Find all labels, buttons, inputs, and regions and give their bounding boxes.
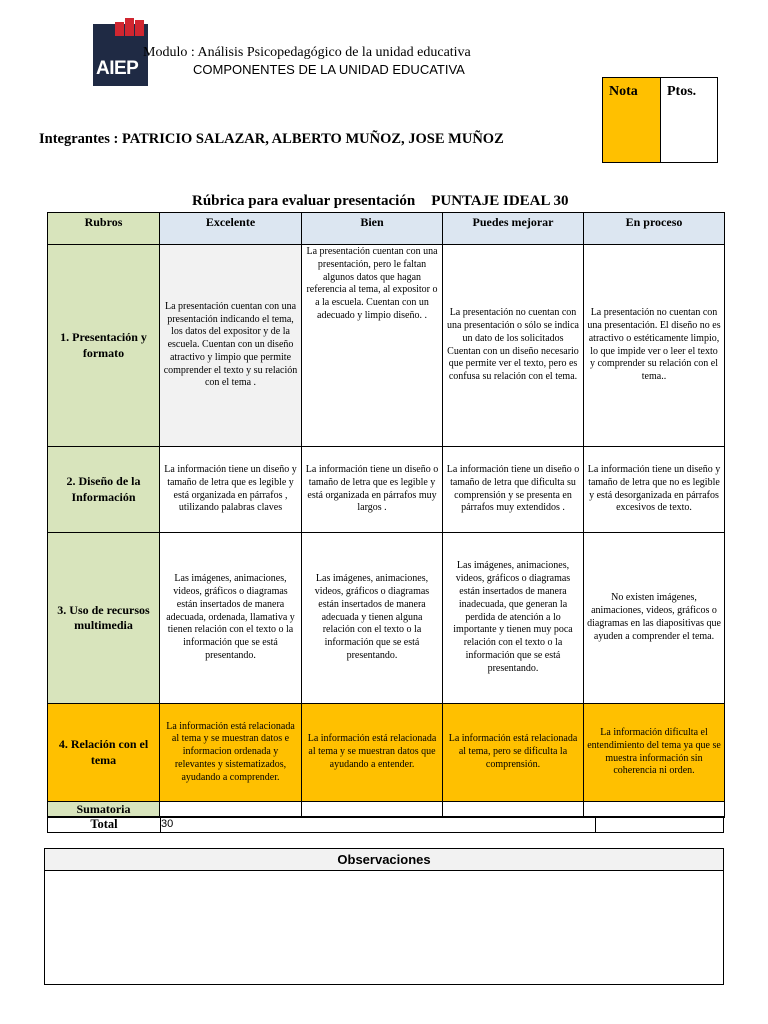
col-header-bien: Bien (302, 213, 443, 245)
document-subtitle: COMPONENTES DE LA UNIDAD EDUCATIVA (193, 62, 465, 77)
table-cell: La información dificulta el entendimiento del tema ya que se muestra información sin coherencia ni orden. (584, 704, 725, 802)
logo-text: AIEP (96, 58, 139, 79)
aiep-logo (93, 24, 148, 86)
total-divider (595, 817, 596, 832)
table-cell: La información tiene un diseño o tamaño de letra que es legible y está organizada en párrafos muy largos . (302, 447, 443, 533)
ptos-cell: Ptos. (667, 84, 697, 99)
total-value: 30 (161, 818, 174, 830)
rubric-title-text: Rúbrica para evaluar presentación (192, 193, 416, 209)
members-line: Integrantes : PATRICIO SALAZAR, ALBERTO MUÑOZ, JOSE MUÑOZ (39, 131, 504, 147)
row-label: 3. Uso de recursos multimedia (48, 533, 160, 704)
row-label: 4. Relación con el tema (48, 704, 160, 802)
table-cell: La información tiene un diseño o tamaño de letra que dificulta su comprensión y se presenta en párrafos muy extendidos . (443, 447, 584, 533)
table-cell: Las imágenes, animaciones, videos, gráficos o diagramas están insertados de manera adecuada, ordenada, llamativa y tienen relación con el texto o la información que se está presentando. (160, 533, 302, 704)
table-cell: La información está relacionada al tema y se muestran datos que ayudando a entender. (302, 704, 443, 802)
rubric-table (47, 212, 725, 818)
total-row (47, 816, 724, 833)
col-header-puedes-mejorar: Puedes mejorar (443, 213, 584, 245)
table-row (48, 447, 725, 533)
table-cell: La presentación no cuentan con una presentación o sólo se indica un dato de los solicitados Cuentan con un diseño necesario que permite ver el texto, pero es confusa su relación con el tema. (443, 245, 584, 447)
row-label: 1. Presentación y formato (48, 245, 160, 447)
table-cell: La información tiene un diseño y tamaño de letra que es legible y está organizada en párrafos , utilizando palabras claves (160, 447, 302, 533)
table-cell: La presentación no cuentan con una presentación. El diseño no es atractivo o estéticamente limpio, lo que impide ver o leer el texto y comprender su relación con el tema.. (584, 245, 725, 447)
table-cell: Las imágenes, animaciones, videos, gráficos o diagramas están insertados de manera inadecuada, que generan la perdida de atención a lo importante y tienen muy poca relación con el texto o la información que se está presentando. (443, 533, 584, 704)
table-row (48, 704, 725, 802)
table-cell: No existen imágenes, animaciones, videos, gráficos o diagramas en las diapositivas que ayuden a comprender el tema. (584, 533, 725, 704)
row-label: 2. Diseño de la Información (48, 447, 160, 533)
table-cell: La información está relacionada al tema, pero se dificulta la comprensión. (443, 704, 584, 802)
col-header-en-proceso: En proceso (584, 213, 725, 245)
col-header-excelente: Excelente (160, 213, 302, 245)
table-cell: La información está relacionada al tema y se muestran datos e informacion ordenada y relevantes y sistematizados, ayudando a comprender. (160, 704, 302, 802)
col-header-rubros: Rubros (48, 213, 160, 245)
module-title: Modulo : Análisis Psicopedagógico de la unidad educativa (143, 45, 471, 60)
grade-box (602, 77, 718, 163)
table-row (48, 245, 725, 447)
sum-label: Sumatoria (48, 802, 160, 818)
observations-box (44, 848, 724, 985)
table-cell: Las imágenes, animaciones, videos, gráficos o diagramas están insertados de manera adecuada y tienen alguna relación con el texto o la información que se está presentando. (302, 533, 443, 704)
rubric-title (192, 193, 568, 210)
table-cell: La presentación cuentan con una presentación, pero le faltan algunos datos que hagan referencia al tema, al expositor o a la escuela. Cuentan con un adecuado y limpio diseño. . (302, 245, 443, 447)
table-cell: La información tiene un diseño y tamaño de letra que no es legible y está desorganizada en párrafos excesivos de texto. (584, 447, 725, 533)
header-row (48, 213, 725, 245)
table-row (48, 533, 725, 704)
ideal-score: PUNTAJE IDEAL 30 (431, 193, 569, 209)
observations-area[interactable] (45, 871, 723, 985)
table-cell: La presentación cuentan con una presentación indicando el tema, los datos del expositor y de la escuela. Cuentan con un diseño atractivo y limpio que permite comprender el texto y su relación con el tema . (160, 245, 302, 447)
observations-title: Observaciones (45, 849, 723, 871)
nota-cell: Nota (603, 78, 661, 162)
total-label: Total (48, 817, 161, 832)
